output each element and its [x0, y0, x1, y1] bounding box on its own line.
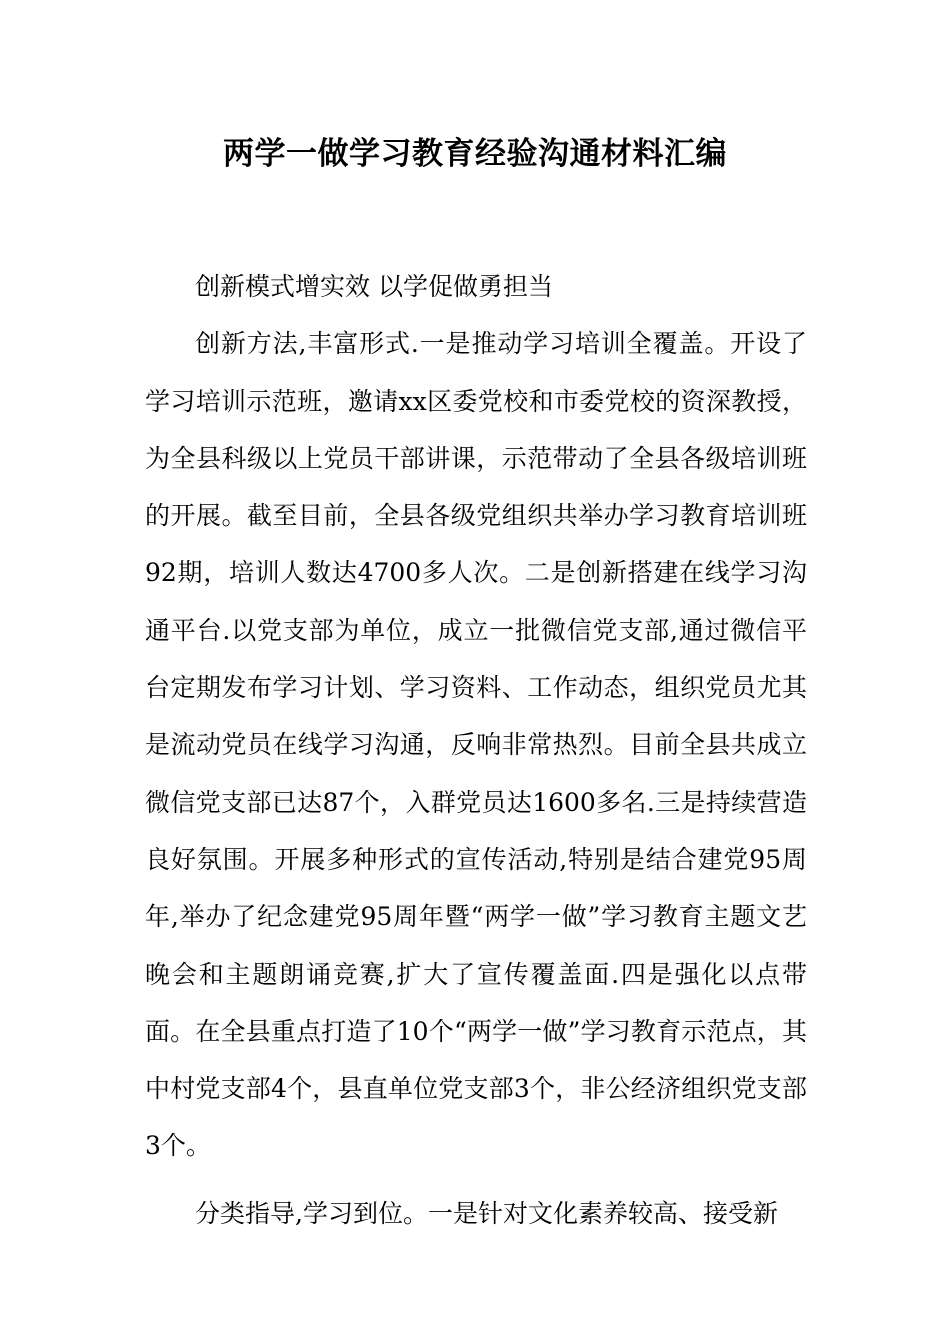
body-paragraph: 分类指导,学习到位。一是针对文化素养较高、接受新	[195, 1198, 778, 1228]
section-subtitle: 创新模式增实效 以学促做勇担当	[195, 272, 553, 301]
body-paragraph: 创新方法,丰富形式.一是推动学习培训全覆盖。开设了学习培训示范班，邀请xx区委党校和市委党校的资深教授，为全县科级以上党员干部讲课，示范带动了全县各级培训班的开展。截至目前，全县各级党组织共举办学习教育培训班92期，培训人数达4700多人次。二是创新搭建在线学习沟通平台.以党支部为单位，成立一批微信党支部,通过微信平台定期发布学习计划、学习资料、工作动态，组织党员尤其是流动党员在线学习沟通，反响非常热烈。目前全县共成立微信党支部已达87个，入群党员达1600多名.三是持续营造良好氛围。开展多种形式的宣传活动,特别是结合建党95周年,举办了纪念建党95周年暨“两学一做”学习教育主题文艺晚会和主题朗诵竞赛,扩大了宣传覆盖面.四是强化以点带面。在全县重点打造了10个“两学一做”学习教育示范点，其中村党支部4个，县直单位党支部3个，非公经济组织党支部3个。	[145, 329, 807, 1161]
document-body	[145, 258, 807, 1242]
document-title: 两学一做学习教育经验沟通材料汇编	[223, 136, 727, 172]
